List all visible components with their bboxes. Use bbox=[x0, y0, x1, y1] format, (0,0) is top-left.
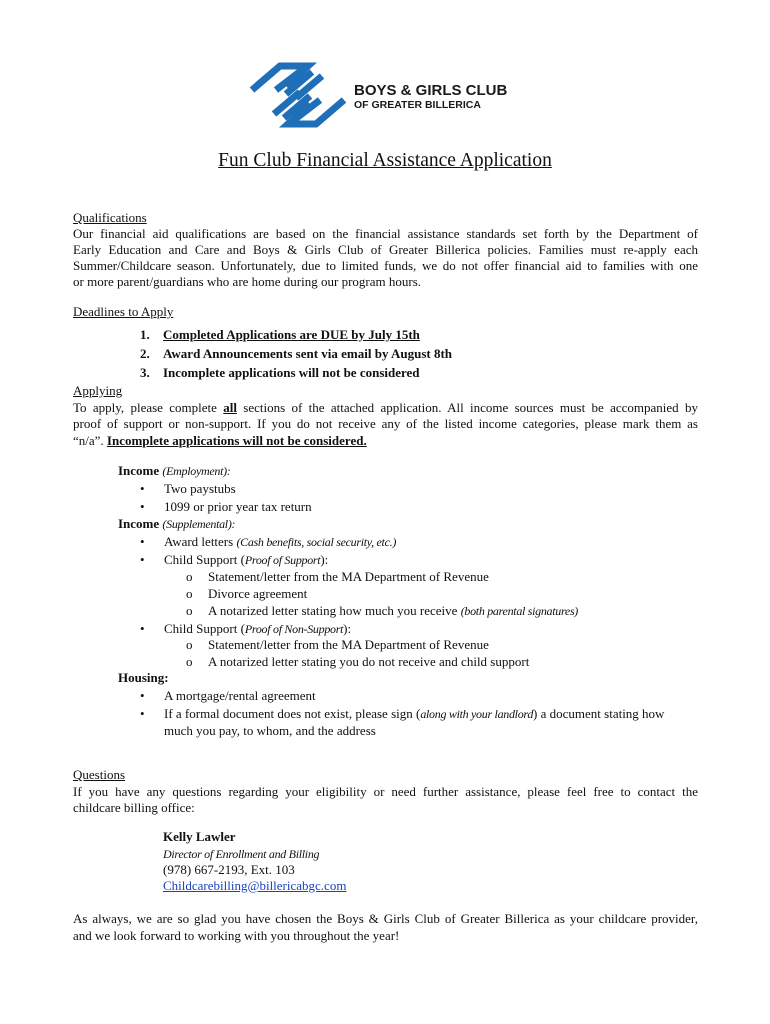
closing-line-2: and we look forward to working with you throughout the year! bbox=[73, 928, 400, 943]
contact-email-link[interactable]: Childcarebilling@billericabgc.com bbox=[163, 878, 347, 893]
questions-line-2: childcare billing office: bbox=[73, 800, 195, 815]
housing-item2-line2: much you pay, to whom, and the address bbox=[164, 723, 376, 738]
income-employment-note: (Employment): bbox=[162, 464, 231, 478]
cs-post: ): bbox=[343, 621, 352, 636]
contact-phone: (978) 667-2193, Ext. 103 bbox=[163, 862, 295, 877]
club-logo bbox=[246, 60, 526, 132]
income-supplemental-note: (Supplemental): bbox=[162, 517, 236, 531]
list-item-text: A mortgage/rental agreement bbox=[164, 688, 316, 703]
cs-note: Proof of Non-Support bbox=[244, 622, 344, 636]
qualifications-line-2: Early Education and Care and Boys & Girls Club of Greater Billerica policies. Families must re-apply each bbox=[73, 242, 698, 257]
income-supplemental-label bbox=[118, 516, 235, 533]
qualifications-line-3: Summer/Childcare season. Unfortunately, due to limited funds, we do not offer financial aid to families with one bbox=[73, 258, 698, 273]
qualifications-heading: Qualifications bbox=[73, 210, 147, 225]
deadline-number: 2. bbox=[140, 346, 150, 361]
sub-marker: o bbox=[186, 603, 193, 618]
club-logo-icon bbox=[246, 60, 350, 132]
sub-item-text: Statement/letter from the MA Department of Revenue bbox=[208, 569, 489, 584]
qualifications-line-1: Our financial aid qualifications are based on the financial assistance standards set forth by the Department of bbox=[73, 226, 698, 241]
cs-note: Proof of Support bbox=[244, 553, 321, 567]
award-pre: Award letters bbox=[164, 534, 237, 549]
sub-marker: o bbox=[186, 654, 193, 669]
applying-heading: Applying bbox=[73, 383, 123, 398]
applying-line-1 bbox=[73, 400, 698, 417]
applying-line-1-post: sections of the attached application. All income sources must be accompanied by bbox=[236, 400, 698, 415]
applying-line-1-pre: To apply, please complete bbox=[73, 400, 224, 415]
cs-pre: Child Support ( bbox=[164, 552, 245, 567]
sub-item-text: A notarized letter stating how much you receive bbox=[208, 603, 461, 618]
cs-pre: Child Support ( bbox=[164, 621, 245, 636]
cs-post: ): bbox=[320, 552, 329, 567]
incomplete-warning: Incomplete applications will not be considered. bbox=[106, 433, 367, 448]
sub-marker: o bbox=[186, 569, 193, 584]
sub-list-item bbox=[186, 654, 530, 670]
list-item bbox=[140, 481, 236, 497]
bullet-marker: • bbox=[140, 499, 145, 514]
contact-name: Kelly Lawler bbox=[163, 829, 236, 844]
deadline-number: 1. bbox=[140, 327, 150, 342]
income-label: Income bbox=[118, 463, 160, 478]
sub-item-text: Divorce agreement bbox=[208, 586, 308, 601]
list-item-text: 1099 or prior year tax return bbox=[164, 499, 312, 514]
page-title: Fun Club Financial Assistance Application bbox=[218, 150, 552, 171]
housing-item2-post: ) a document stating how bbox=[533, 706, 665, 721]
bullet-marker: • bbox=[140, 534, 145, 549]
deadline-number: 3. bbox=[140, 365, 150, 380]
list-item bbox=[140, 499, 312, 515]
bullet-marker: • bbox=[140, 706, 145, 721]
questions-line-1: If you have any questions regarding your eligibility or need further assistance, please feel free to contact the bbox=[73, 784, 698, 799]
sub-list-item bbox=[186, 637, 489, 653]
housing-label: Housing: bbox=[118, 670, 169, 685]
deadlines-heading: Deadlines to Apply bbox=[73, 304, 174, 319]
housing-item2-note: along with your landlord bbox=[420, 707, 534, 721]
deadline-text: Completed Applications are DUE by July 15th bbox=[163, 327, 420, 342]
sub-list-item bbox=[186, 603, 579, 619]
sub-item-text: Statement/letter from the MA Department of Revenue bbox=[208, 637, 489, 652]
award-note: (Cash benefits, social security, etc.) bbox=[236, 535, 397, 549]
contact-role-text: Director of Enrollment and Billing bbox=[163, 847, 320, 861]
logo-name: BOYS & GIRLS CLUB bbox=[354, 82, 508, 99]
income-employment-label bbox=[118, 463, 231, 480]
bullet-marker: • bbox=[140, 621, 145, 636]
sub-marker: o bbox=[186, 586, 193, 601]
income-label: Income bbox=[118, 516, 160, 531]
applying-line-2: proof of support or non-support. If you do not receive any of the listed income categories, please mark them as bbox=[73, 416, 698, 431]
logo-subtitle: OF GREATER BILLERICA bbox=[354, 99, 481, 111]
bullet-marker: • bbox=[140, 481, 145, 496]
applying-all-emphasis: all bbox=[223, 400, 237, 415]
sub-marker: o bbox=[186, 637, 193, 652]
sub-item-note: (both parental signatures) bbox=[460, 604, 579, 618]
bullet-marker: • bbox=[140, 552, 145, 567]
sub-list-item bbox=[186, 569, 489, 585]
deadline-text: Incomplete applications will not be considered bbox=[163, 365, 420, 380]
applying-line-3-pre: “n/a”. bbox=[73, 433, 107, 448]
list-item-child-support bbox=[140, 552, 329, 568]
closing-line-1: As always, we are so glad you have chosen the Boys & Girls Club of Greater Billerica as your childcare provider, bbox=[73, 911, 698, 926]
questions-heading: Questions bbox=[73, 767, 125, 782]
list-item bbox=[140, 688, 316, 704]
deadline-item-2 bbox=[140, 346, 452, 362]
deadline-text: Award Announcements sent via email by August 8th bbox=[163, 346, 453, 361]
list-item-text: Two paystubs bbox=[164, 481, 236, 496]
applying-line-3 bbox=[73, 433, 367, 450]
list-item-child-support-non bbox=[140, 621, 352, 637]
deadline-item-1 bbox=[140, 327, 420, 343]
contact-email[interactable] bbox=[163, 878, 346, 895]
bullet-marker: • bbox=[140, 688, 145, 703]
housing-item2-pre: If a formal document does not exist, please sign ( bbox=[164, 706, 421, 721]
deadline-item-3 bbox=[140, 365, 420, 381]
list-item-award-letters bbox=[140, 534, 397, 550]
qualifications-line-4: or more parent/guardians who are home during our program hours. bbox=[73, 274, 422, 289]
list-item bbox=[140, 706, 665, 722]
sub-list-item bbox=[186, 586, 308, 602]
contact-role bbox=[163, 846, 319, 863]
sub-item-text: A notarized letter stating you do not receive and child support bbox=[208, 654, 530, 669]
